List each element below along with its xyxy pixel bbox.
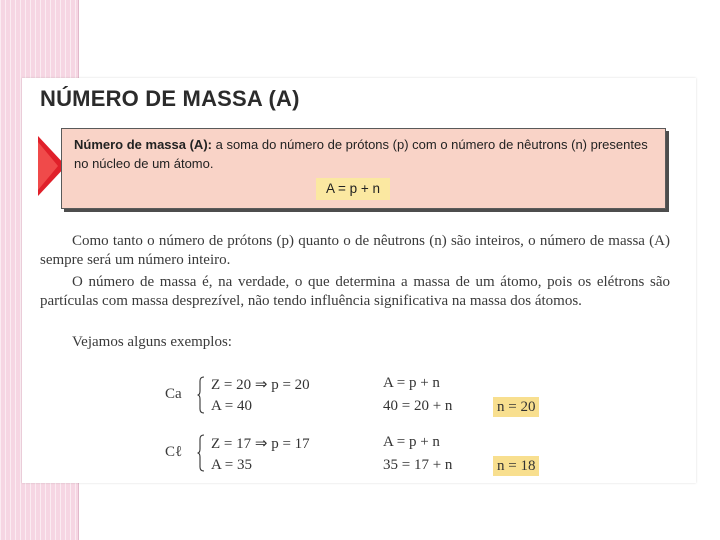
example-1-result: n = 20 (493, 397, 539, 417)
example-1-formula: A = p + n (383, 375, 440, 391)
definition-body: a soma do número de prótons (p) com o número de nêutrons (n) presentes no núcleo de um átomo. (74, 137, 648, 171)
example-1-brace (197, 376, 205, 414)
definition-formula: A = p + n (316, 178, 390, 200)
example-2-result: n = 18 (493, 456, 539, 476)
example-1-line-1: Z = 20 ⇒ p = 20 (211, 377, 310, 393)
example-1-line-2: A = 40 (211, 398, 252, 414)
definition-text (74, 135, 664, 173)
definition-term: Número de massa (A): (74, 137, 212, 152)
definition-box (61, 128, 666, 209)
example-2-formula: A = p + n (383, 434, 440, 450)
paragraph-2: O número de massa é, na verdade, o que determina a massa de um átomo, pois os elétrons são partículas com massa desprezível, não tendo influência significativa na massa dos átomos. (40, 274, 670, 309)
example-2-line-1: Z = 17 ⇒ p = 17 (211, 436, 310, 452)
example-2-brace (197, 434, 205, 472)
paragraph-1: Como tanto o número de prótons (p) quanto o de nêutrons (n) são inteiros, o número de massa (A) sempre será um número inteiro. (40, 233, 670, 268)
example-1-substitution: 40 = 20 + n (383, 398, 453, 414)
paragraph-3: Vejamos alguns exemplos: (72, 334, 232, 350)
example-1-symbol: Ca (165, 386, 182, 402)
page-title: NÚMERO DE MASSA (A) (40, 86, 300, 111)
example-2-substitution: 35 = 17 + n (383, 457, 453, 473)
example-2-line-2: A = 35 (211, 457, 252, 473)
example-2-symbol: Cℓ (165, 444, 183, 460)
